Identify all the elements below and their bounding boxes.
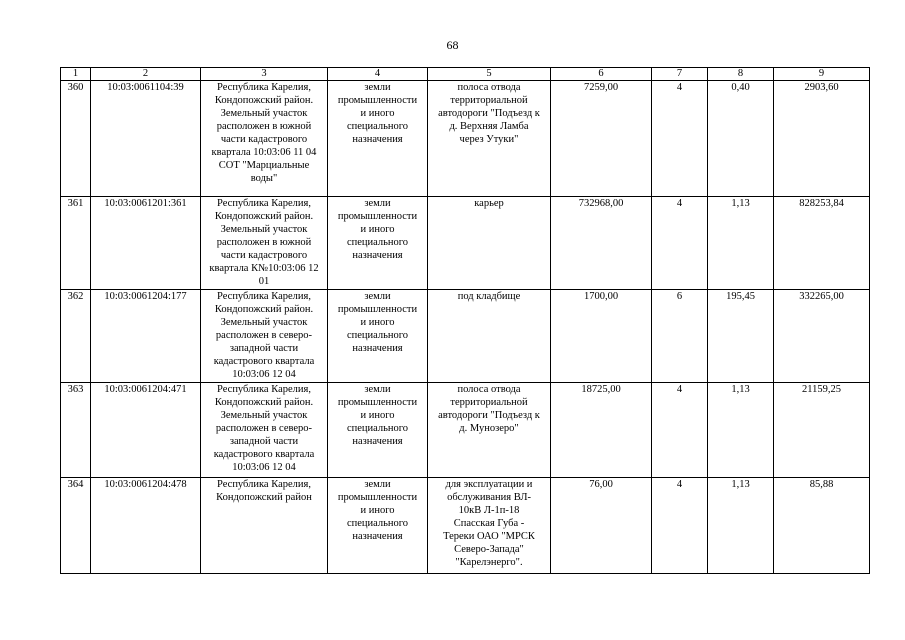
land-category: земли промышленности и иного специального назначения: [328, 290, 428, 383]
value: 21159,25: [774, 383, 870, 478]
group: 4: [652, 197, 708, 290]
cadastral-number: 10:03:0061204:471: [91, 383, 201, 478]
value: 828253,84: [774, 197, 870, 290]
area: 1700,00: [551, 290, 652, 383]
group: 4: [652, 383, 708, 478]
table-row: [61, 478, 870, 574]
permitted-use: карьер: [428, 197, 551, 290]
group: 6: [652, 290, 708, 383]
location: Республика Карелия, Кондопожский район: [201, 478, 328, 574]
col-header-7: 7: [652, 68, 708, 81]
row-number: 363: [61, 383, 91, 478]
land-register-table: [60, 67, 870, 574]
land-category: земли промышленности и иного специального назначения: [328, 383, 428, 478]
location: Республика Карелия, Кондопожский район. Земельный участок расположен в южной части кадастрового квартала 10:03:06 11 04 СОТ "Марциальные воды": [201, 81, 328, 197]
permitted-use: полоса отвода территориальной автодороги "Подъезд к д. Верхняя Ламба через Утуки": [428, 81, 551, 197]
land-category: земли промышленности и иного специального назначения: [328, 81, 428, 197]
row-number: 361: [61, 197, 91, 290]
group: 4: [652, 478, 708, 574]
col-header-3: 3: [201, 68, 328, 81]
area: 7259,00: [551, 81, 652, 197]
rate: 1,13: [708, 197, 774, 290]
col-header-6: 6: [551, 68, 652, 81]
land-category: земли промышленности и иного специального назначения: [328, 197, 428, 290]
rate: 0,40: [708, 81, 774, 197]
cadastral-number: 10:03:0061104:39: [91, 81, 201, 197]
table-row: [61, 383, 870, 478]
permitted-use: под кладбище: [428, 290, 551, 383]
rate: 1,13: [708, 383, 774, 478]
page-number: 68: [446, 38, 459, 52]
col-header-8: 8: [708, 68, 774, 81]
land-category: земли промышленности и иного специального назначения: [328, 478, 428, 574]
location: Республика Карелия, Кондопожский район. Земельный участок расположен в северо- западной части кадастрового квартала 10:03:06 12 04: [201, 383, 328, 478]
permitted-use: для эксплуатации и обслуживания ВЛ- 10кВ Л-1п-18 Спасская Губа - Тереки ОАО "МРСК Северо-Запада" "Карелэнерго".: [428, 478, 551, 574]
group: 4: [652, 81, 708, 197]
location: Республика Карелия, Кондопожский район. Земельный участок расположен в северо- западной части кадастрового квартала 10:03:06 12 04: [201, 290, 328, 383]
area: 732968,00: [551, 197, 652, 290]
col-header-5: 5: [428, 68, 551, 81]
value: 332265,00: [774, 290, 870, 383]
permitted-use: полоса отвода территориальной автодороги "Подъезд к д. Мунозеро": [428, 383, 551, 478]
cadastral-number: 10:03:0061204:177: [91, 290, 201, 383]
table-row: [61, 81, 870, 197]
area: 76,00: [551, 478, 652, 574]
col-header-9: 9: [774, 68, 870, 81]
header-row: [61, 68, 870, 81]
area: 18725,00: [551, 383, 652, 478]
value: 85,88: [774, 478, 870, 574]
rate: 195,45: [708, 290, 774, 383]
table-row: [61, 197, 870, 290]
row-number: 364: [61, 478, 91, 574]
col-header-4: 4: [328, 68, 428, 81]
cadastral-number: 10:03:0061201:361: [91, 197, 201, 290]
location: Республика Карелия, Кондопожский район. Земельный участок расположен в южной части кадастрового квартала К№10:03:06 12 01: [201, 197, 328, 290]
value: 2903,60: [774, 81, 870, 197]
table-row: [61, 290, 870, 383]
col-header-2: 2: [91, 68, 201, 81]
rate: 1,13: [708, 478, 774, 574]
cadastral-number: 10:03:0061204:478: [91, 478, 201, 574]
row-number: 362: [61, 290, 91, 383]
row-number: 360: [61, 81, 91, 197]
col-header-1: 1: [61, 68, 91, 81]
